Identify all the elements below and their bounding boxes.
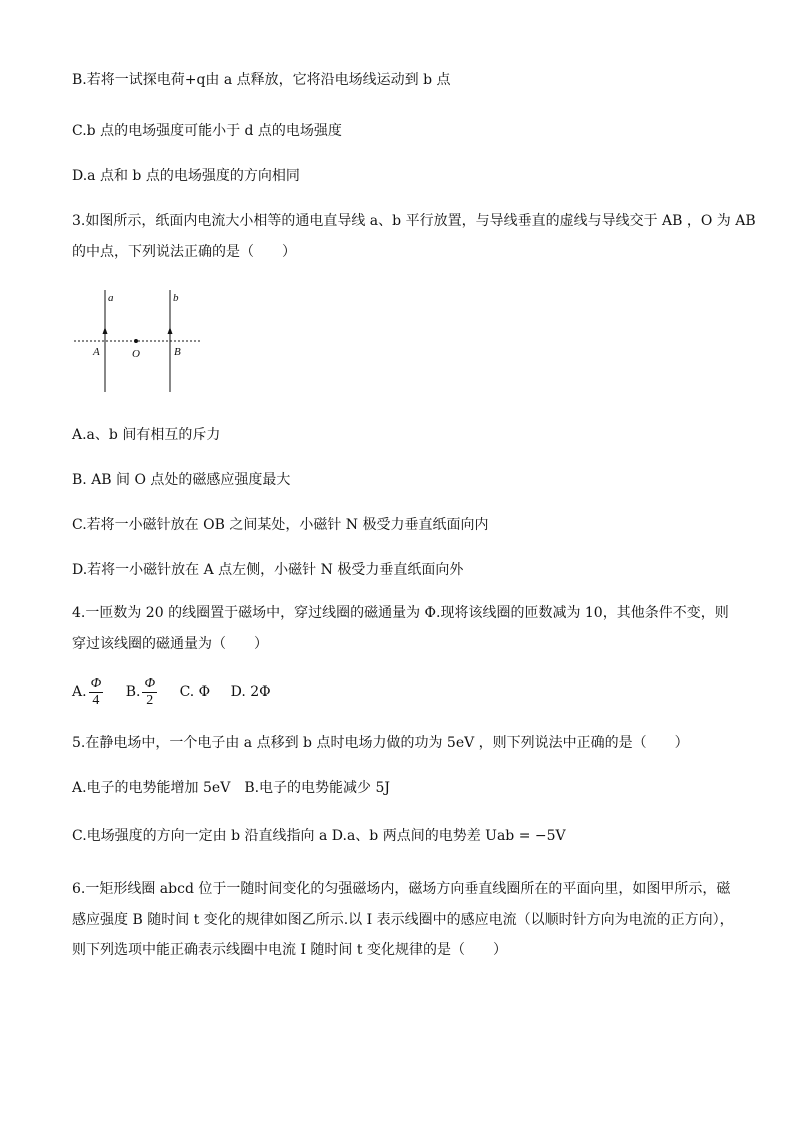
- q4-option-a-prefix: A.: [72, 684, 87, 700]
- q4-option-b-denominator: 2: [146, 692, 154, 708]
- q4-option-c: C. Φ: [179, 684, 211, 700]
- q4-option-a: [72, 674, 105, 710]
- q2-option-c: C.b 点的电场强度可能小于 d 点的电场强度: [72, 123, 342, 139]
- point-o-dot: [134, 339, 138, 343]
- q3-stem-line1: 3.如图所示，纸面内电流大小相等的通电直导线 a、b 平行放置，与导线垂直的虚线与导线交于 AB ，O 为 AB: [72, 213, 756, 229]
- q3-option-d: D.若将一小磁针放在 A 点左侧，小磁针 N 极受力垂直纸面向外: [72, 562, 464, 578]
- wire-a-current-arrow: [103, 327, 108, 334]
- label-b: b: [173, 292, 179, 304]
- q3-stem-line2: 的中点，下列说法正确的是（ ）: [72, 244, 296, 260]
- q4-option-b-numerator: Φ: [144, 675, 156, 691]
- q4-options: [72, 674, 287, 714]
- q5-options-ab: A.电子的电势能增加 5eV B.电子的电势能减少 5J: [72, 780, 391, 796]
- q3-wire-figure: [72, 288, 202, 396]
- label-A: A: [93, 346, 100, 358]
- wire-b-current-arrow: [168, 327, 173, 334]
- q4-option-b-prefix: B.: [125, 684, 141, 700]
- q6-line1: 6.一矩形线圈 abcd 位于一随时间变化的匀强磁场内，磁场方向垂直线圈所在的平面向里，如图甲所示，磁: [72, 881, 731, 897]
- q4-stem-line1: 4.一匝数为 20 的线圈置于磁场中，穿过线圈的磁通量为 Φ.现将该线圈的匝数减为 10，其他条件不变，则: [72, 605, 729, 621]
- label-B: B: [174, 346, 181, 358]
- label-O: O: [132, 348, 140, 360]
- q6-line3: 则下列选项中能正确表示线圈中电流 I 随时间 t 变化规律的是（ ）: [72, 942, 507, 958]
- q4-option-b: [126, 674, 159, 710]
- q4-option-d: D. 2Φ: [230, 684, 271, 700]
- q5-stem: 5.在静电场中，一个电子由 a 点移到 b 点时电场力做的功为 5eV ，则下列说法中正确的是（ ）: [72, 735, 689, 751]
- q2-option-d: D.a 点和 b 点的电场强度的方向相同: [72, 168, 300, 184]
- q3-option-c: C.若将一小磁针放在 OB 之间某处，小磁针 N 极受力垂直纸面向内: [72, 517, 489, 533]
- q4-stem-line2: 穿过该线圈的磁通量为（ ）: [72, 636, 268, 652]
- q2-option-b: B.若将一试探电荷+q由 a 点释放，它将沿电场线运动到 b 点: [72, 72, 451, 88]
- q3-option-b: B. AB 间 O 点处的磁感应强度最大: [72, 472, 291, 488]
- q3-option-a: A.a、b 间有相互的斥力: [72, 427, 221, 443]
- q5-options-cd: C.电场强度的方向一定由 b 沿直线指向 a D.a、b 两点间的电势差 Uab = −5V: [72, 828, 566, 844]
- q4-option-a-fraction: [89, 676, 104, 709]
- q4-option-b-fraction: [142, 676, 157, 709]
- q4-option-a-numerator: Φ: [90, 675, 102, 691]
- label-a: a: [108, 292, 114, 304]
- q6-line2: 感应强度 B 随时间 t 变化的规律如图乙所示.以 I 表示线圈中的感应电流（以顺时针方向为电流的正方向），: [72, 912, 734, 928]
- q4-option-a-denominator: 4: [92, 692, 100, 708]
